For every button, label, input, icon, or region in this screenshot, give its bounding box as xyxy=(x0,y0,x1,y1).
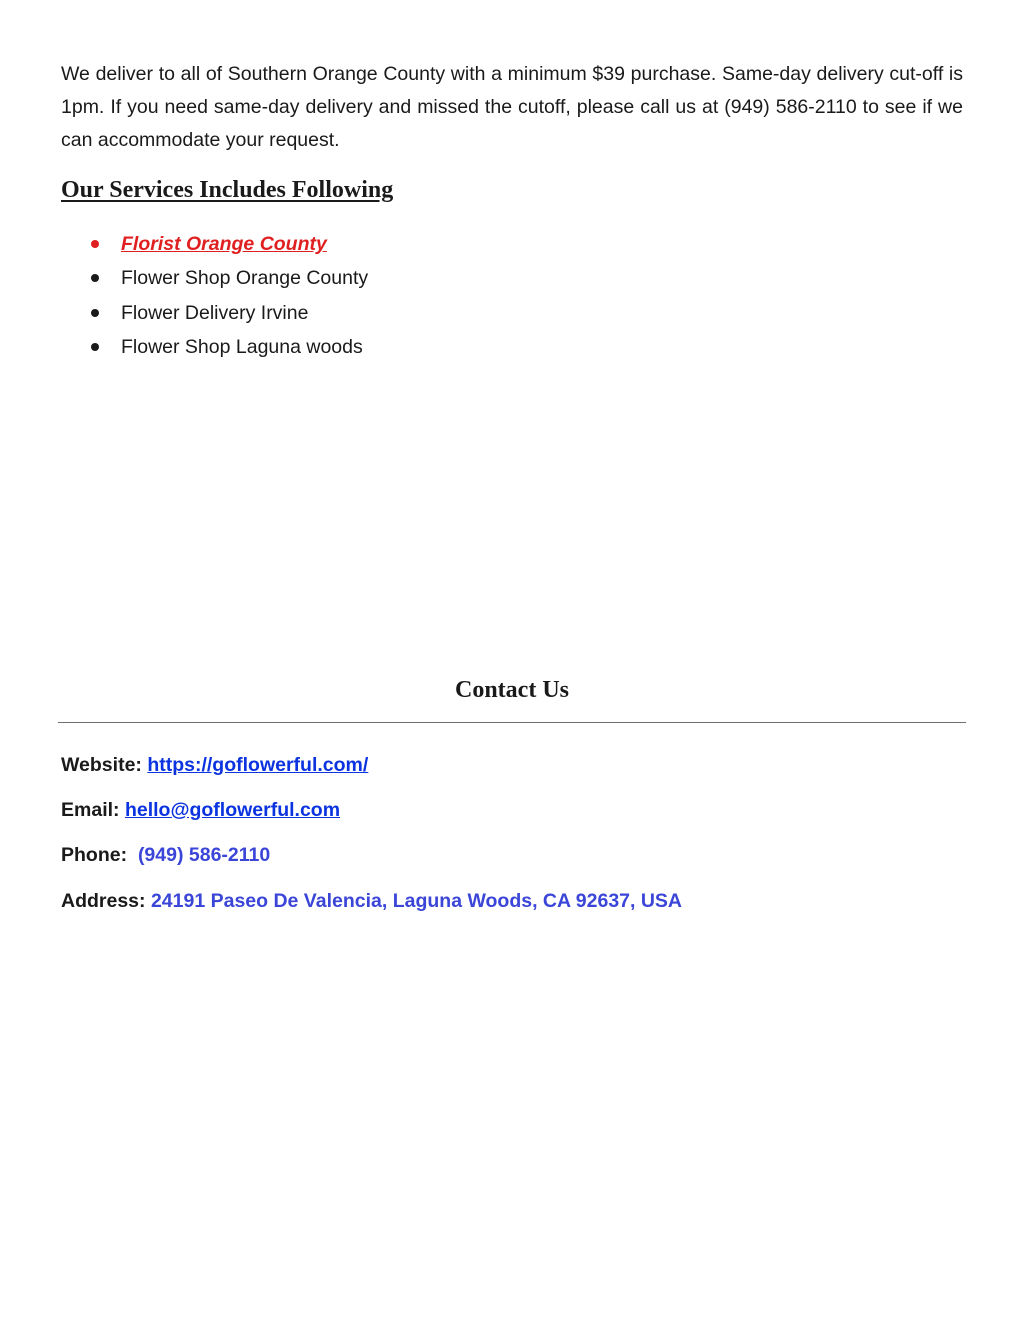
address-label: Address: xyxy=(61,890,146,912)
bullet-icon xyxy=(91,343,99,351)
bullet-icon xyxy=(91,240,99,248)
services-heading: Our Services Includes Following xyxy=(61,177,394,203)
contact-divider xyxy=(58,722,966,723)
delivery-intro-paragraph: We deliver to all of Southern Orange County with a minimum $39 purchase. Same-day delivery cut-off is 1pm. If you need same-day delivery and missed the cutoff, please call us at (949) 586-2110 to see if we can accommodate your request. xyxy=(61,63,963,151)
contact-email-row xyxy=(61,795,340,825)
phone-label: Phone: xyxy=(61,844,128,866)
bullet-icon xyxy=(91,309,99,317)
website-label: Website: xyxy=(61,754,142,776)
email-label: Email: xyxy=(61,799,120,821)
email-link[interactable]: hello@goflowerful.com xyxy=(124,799,341,821)
service-item-label: Flower Shop Orange County xyxy=(121,267,369,290)
service-item-label[interactable]: Florist Orange County xyxy=(121,233,327,255)
website-link[interactable]: https://goflowerful.com/ xyxy=(147,754,369,776)
contact-address-row xyxy=(61,886,682,916)
contact-heading: Contact Us xyxy=(455,677,569,703)
service-item-florist-orange-county[interactable] xyxy=(61,227,761,261)
contact-phone-row xyxy=(61,840,270,870)
contact-website-row xyxy=(61,750,368,780)
address-value: 24191 Paseo De Valencia, Laguna Woods, CA 92637, USA xyxy=(150,890,683,912)
service-item-label: Flower Delivery Irvine xyxy=(121,301,309,324)
bullet-icon xyxy=(91,274,99,282)
phone-value: (949) 586-2110 xyxy=(137,844,271,866)
service-item-flower-delivery-irvine xyxy=(61,296,761,330)
service-item-flower-shop-laguna-woods xyxy=(61,330,761,364)
service-item-flower-shop-orange-county xyxy=(61,261,761,295)
service-item-label: Flower Shop Laguna woods xyxy=(121,335,363,358)
services-list xyxy=(61,227,761,364)
